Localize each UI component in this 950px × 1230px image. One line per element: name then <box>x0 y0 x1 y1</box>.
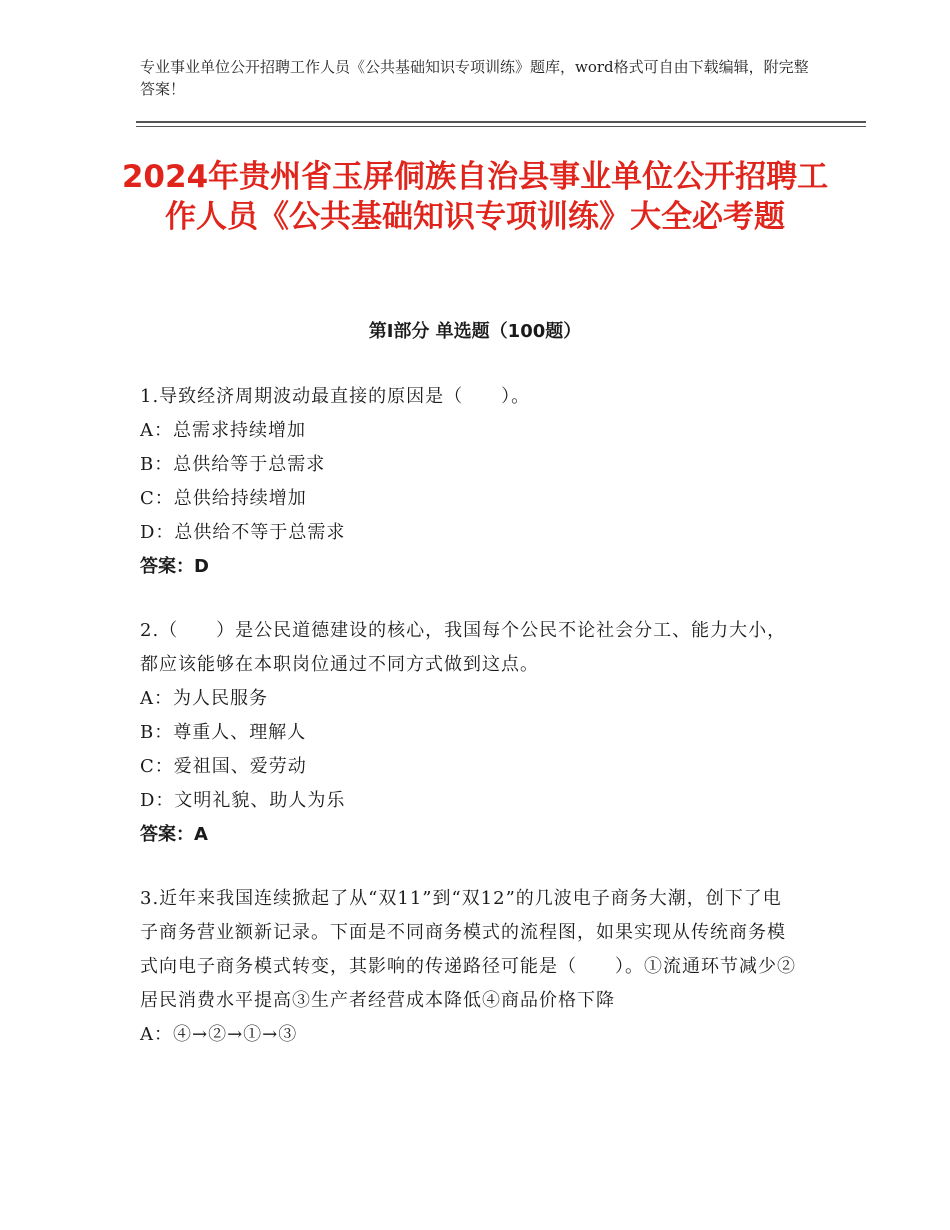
question-stem: 2.（ ）是公民道德建设的核心，我国每个公民不论社会分工、能力大小，都应该能够在本职岗位通过不同方式做到这点。 <box>140 620 787 675</box>
option-d: D：文明礼貌、助人为乐 <box>140 790 346 811</box>
header-note: 专业事业单位公开招聘工作人员《公共基础知识专项训练》题库，word格式可自由下载编辑，附完整答案！ <box>140 58 809 98</box>
question-stem: 3.近年来我国连续掀起了从“双11”到“双12”的几波电子商务大潮，创下了电子商务营业额新记录。下面是不同商务模式的流程图，如果实现从传统商务模式向电子商务模式转变，其影响的传递路径可能是（ ）。①流通环节减少②居民消费水平提高③生产者经营成本降低④商品价格下降 <box>140 888 796 1011</box>
header-rule-thick <box>136 121 866 123</box>
section-title: 第I部分 单选题（100题） <box>368 321 582 342</box>
option-a: A：④→②→①→③ <box>140 1024 298 1045</box>
option-a: A：为人民服务 <box>140 688 268 709</box>
question-3 <box>140 882 800 1052</box>
answer-label: 答案：D <box>140 556 209 577</box>
question-1 <box>140 380 800 584</box>
question-2 <box>140 614 800 852</box>
option-a: A：总需求持续增加 <box>140 420 306 441</box>
option-c: C：爱祖国、爱劳动 <box>140 756 307 777</box>
question-stem: 1.导致经济周期波动最直接的原因是（ ）。 <box>140 386 531 407</box>
answer-label: 答案：A <box>140 824 208 845</box>
option-b: B：尊重人、理解人 <box>140 722 307 743</box>
option-d: D：总供给不等于总需求 <box>140 522 346 543</box>
question-list <box>140 380 800 1082</box>
document-title: 2024年贵州省玉屏侗族自治县事业单位公开招聘工作人员《公共基础知识专项训练》大全必考题 <box>121 159 829 235</box>
header-rule-thin <box>136 126 866 127</box>
option-b: B：总供给等于总需求 <box>140 454 326 475</box>
option-c: C：总供给持续增加 <box>140 488 307 509</box>
